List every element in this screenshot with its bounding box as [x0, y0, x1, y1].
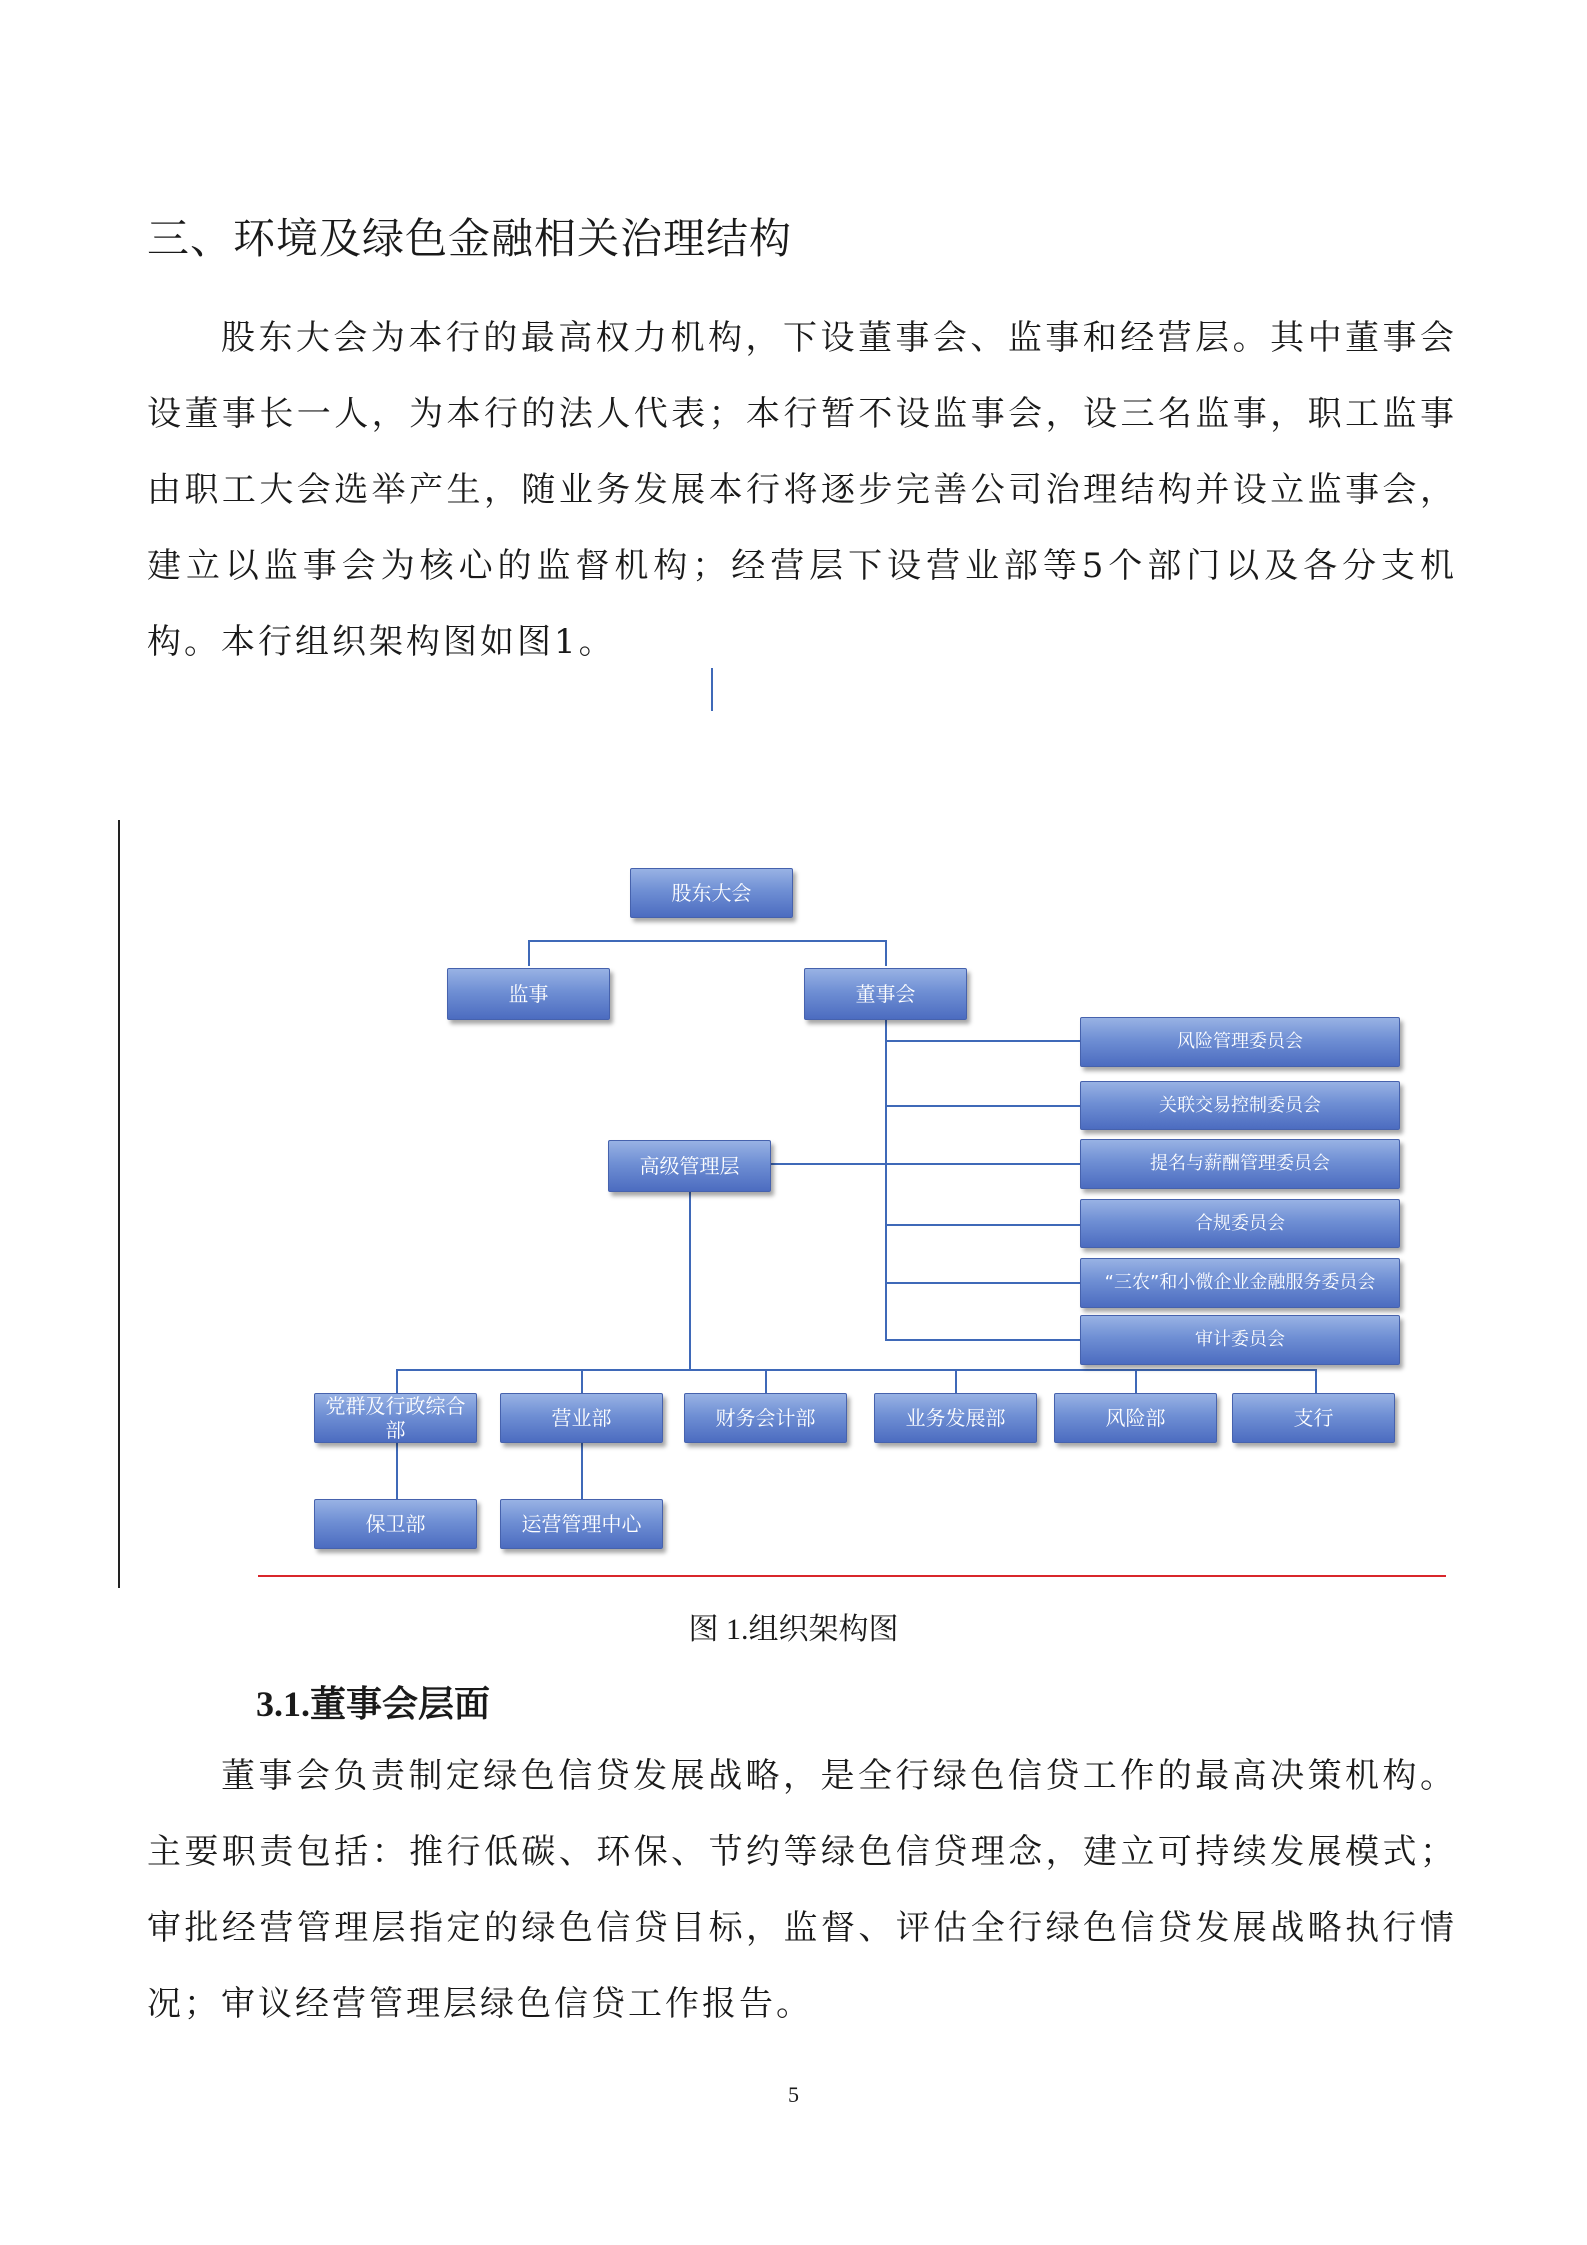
connector-line — [1315, 1369, 1317, 1394]
shareholders-label: 股东大会 — [671, 881, 752, 905]
committee-box — [1080, 1139, 1400, 1189]
department-box — [1232, 1393, 1395, 1443]
committee-label: 提名与薪酬管理委员会 — [1150, 1153, 1330, 1174]
committee-label: 合规委员会 — [1195, 1212, 1285, 1234]
connector-line — [528, 940, 530, 966]
senior-management-label: 高级管理层 — [639, 1154, 740, 1178]
subsection-heading: 3.1.董事会层面 — [256, 1684, 491, 1724]
senior-management-box — [608, 1140, 771, 1192]
subsection-paragraph: 董事会负责制定绿色信贷发展战略，是全行绿色信贷工作的最高决策机构。主要职责包括：推行低碳、环保、节约等绿色信贷理念，建立可持续发展模式；审批经营管理层指定的绿色信贷目标，监督、评估全行绿色信贷发展战略执行情况；审议经营管理层绿色信贷工作报告。 — [147, 1756, 1457, 2024]
connector-line — [528, 940, 886, 942]
department-label: 业务发展部 — [905, 1406, 1006, 1430]
department-box — [314, 1393, 477, 1443]
committee-box — [1080, 1315, 1400, 1365]
page-number: 5 — [788, 2082, 799, 2107]
section-paragraph: 股东大会为本行的最高权力机构，下设董事会、监事和经营层。其中董事会设董事长一人，为本行的法人代表；本行暂不设监事会，设三名监事，职工监事由职工大会选举产生，随业务发展本行将逐步完善公司治理结构并设立监事会，建立以监事会为核心的监督机构；经营层下设营业部等5个部门以及各分支机构。本行组织架构图如图1。 — [147, 318, 1457, 662]
committee-label: “三农”和小微企业金融服务委员会 — [1104, 1272, 1376, 1293]
connector-line — [885, 1282, 1080, 1284]
department-label: 风险部 — [1105, 1406, 1166, 1430]
connector-line — [581, 1442, 583, 1499]
department-box — [684, 1393, 847, 1443]
connector-line — [885, 1019, 887, 1341]
left-margin-rule — [118, 820, 120, 1588]
figure-bottom-rule — [258, 1575, 1446, 1577]
connector-line — [396, 1369, 1316, 1371]
shareholders-box — [630, 868, 793, 918]
committee-label: 风险管理委员会 — [1177, 1031, 1303, 1052]
department-box — [874, 1393, 1037, 1443]
supervisor-box — [447, 968, 610, 1020]
connector-line — [885, 1105, 1080, 1107]
department-box — [500, 1393, 663, 1443]
committee-box — [1080, 1017, 1400, 1067]
department-label: 营业部 — [551, 1406, 612, 1430]
connector-line — [770, 1163, 1080, 1165]
connector-line — [765, 1369, 767, 1394]
department-label: 支行 — [1293, 1406, 1334, 1430]
section-heading: 三、环境及绿色金融相关治理结构 — [147, 214, 793, 263]
committee-box — [1080, 1258, 1400, 1308]
sub-unit-box — [500, 1499, 663, 1549]
figure-caption: 图 1.组织架构图 — [688, 1613, 899, 1646]
connector-line — [885, 1040, 1080, 1042]
connector-line — [396, 1369, 398, 1394]
connector-line — [955, 1369, 957, 1394]
board-box — [804, 968, 967, 1020]
committee-box — [1080, 1081, 1400, 1130]
supervisor-label: 监事 — [508, 982, 549, 1006]
committee-box — [1080, 1199, 1400, 1248]
connector-line — [581, 1369, 583, 1394]
sub-unit-label: 保卫部 — [365, 1512, 426, 1536]
sub-unit-box — [314, 1499, 477, 1549]
committee-label: 审计委员会 — [1195, 1329, 1285, 1350]
committee-label: 关联交易控制委员会 — [1159, 1094, 1321, 1116]
connector-line — [885, 1224, 1080, 1226]
board-label: 董事会 — [855, 982, 916, 1006]
connector-line — [885, 940, 887, 966]
connector-line — [396, 1442, 398, 1499]
department-box — [1054, 1393, 1217, 1443]
department-label: 财务会计部 — [715, 1406, 816, 1430]
connector-line — [689, 1192, 691, 1371]
sub-unit-label: 运营管理中心 — [521, 1512, 642, 1536]
connector-line — [885, 1339, 1080, 1341]
department-label: 党群及行政综合部 — [325, 1394, 466, 1442]
connector-line — [1135, 1369, 1137, 1394]
